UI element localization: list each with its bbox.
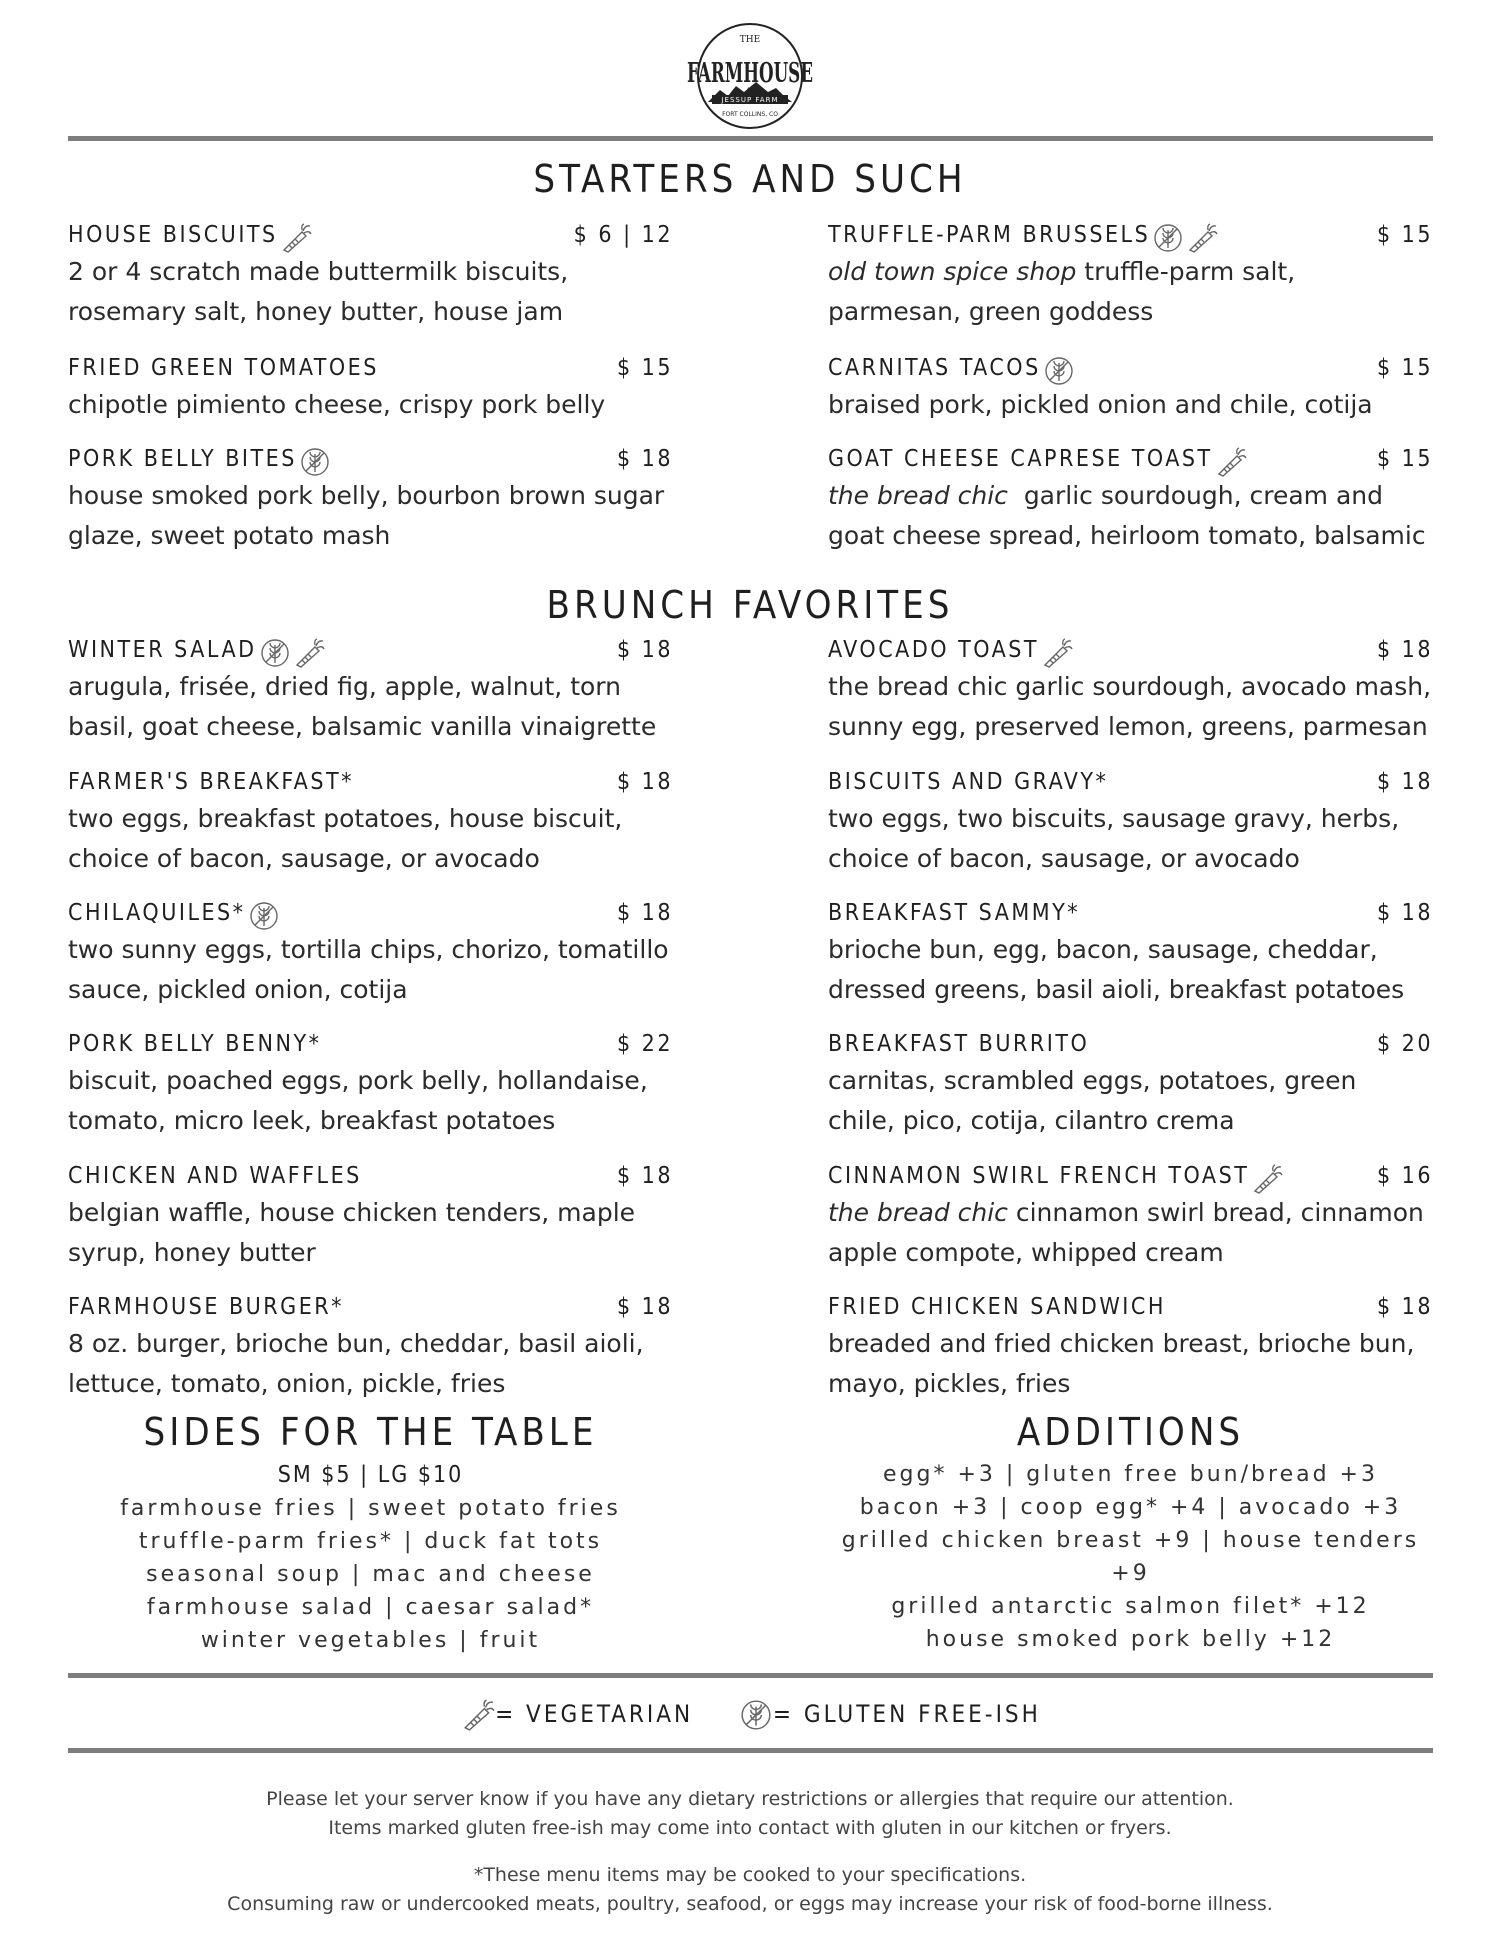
menu-item [828,1161,1433,1273]
menu-item-name: BREAKFAST SAMMY* [828,900,1081,926]
menu-item-description-line: arugula, frisée, dried fig, apple, walnut, torn [68,672,621,701]
menu-item-description-line: brioche bun, egg, bacon, sausage, cheddar, [828,935,1378,964]
menu-item-description [68,385,673,425]
menu-item-description-line: braised pork, pickled onion and chile, cotija [828,390,1373,419]
menu-item-price: $ 18 [616,1163,673,1189]
menu-item-description [68,1061,673,1141]
side-item-line: farmhouse fries | sweet potato fries [120,1496,621,1521]
menu-item-description-line: parmesan, green goddess [828,297,1154,326]
menu-item-name: BREAKFAST BURRITO [828,1031,1090,1057]
menu-item-description-line: two sunny eggs, tortilla chips, chorizo, tomatillo [68,935,669,964]
logo-city: FORT COLLINS, CO [722,111,778,118]
menu-item [68,353,673,425]
menu-item-price: $ 18 [1376,1294,1433,1320]
gluten-free-icon [1043,356,1075,386]
menu-item-description [68,930,673,1010]
menu-item-name: CHILAQUILES* [68,900,246,926]
menu-item-price: $ 18 [616,900,673,926]
menu-item [68,220,673,332]
menu-item-description [828,476,1433,556]
menu-item-italic-prefix: old town spice shop [828,257,1077,286]
menu-item-name: GOAT CHEESE CAPRESE TOAST [828,446,1213,472]
menu-item-price: $ 18 [1376,900,1433,926]
menu-item [828,898,1433,1010]
additions-title: ADDITIONS [1016,1410,1245,1454]
menu-item [828,767,1433,879]
menu-item-description-line: apple compote, whipped cream [828,1238,1224,1267]
menu-item-description-line: rosemary salt, honey butter, house jam [68,297,564,326]
menu-item-description-line: the bread chic garlic sourdough, avocado mash, [828,672,1432,701]
menu-item-name: PORK BELLY BITES [68,446,297,472]
menu-item-description [68,476,673,556]
menu-item-name: FRIED GREEN TOMATOES [68,355,379,381]
menu-item [68,1161,673,1273]
menu-item-description [828,667,1433,747]
menu-item-name: CARNITAS TACOS [828,355,1041,381]
menu-item-description [68,252,673,332]
gluten-free-icon [248,901,280,931]
menu-item-description-line: chile, pico, cotija, cilantro crema [828,1106,1235,1135]
menu-item [68,1292,673,1404]
side-item-line: farmhouse salad | caesar salad* [146,1595,595,1620]
menu-item-description [828,252,1433,332]
menu-item-name: PORK BELLY BENNY* [68,1031,322,1057]
side-item-line: winter vegetables | fruit [200,1628,541,1653]
menu-item [68,898,673,1010]
menu-item-price: $ 18 [616,769,673,795]
brunch-title: BRUNCH FAVORITES [546,583,954,627]
menu-item-description [68,667,673,747]
sides-section [68,1410,673,1657]
menu-item-description-line: carnitas, scrambled eggs, potatoes, green [828,1066,1357,1095]
menu-item-description [828,1193,1433,1273]
logo-sub: JESSUP FARM [721,96,779,104]
legend [0,1697,1500,1732]
menu-item-price: $ 18 [616,637,673,663]
menu-item-description [828,385,1433,425]
menu-item-description [68,1324,673,1404]
legend-vegetarian: = VEGETARIAN [495,1700,694,1728]
vegetarian-icon [1041,638,1073,668]
menu-item-italic-prefix: the bread chic [828,1198,1008,1227]
menu-item-description [828,1061,1433,1141]
menu-item-description-line: glaze, sweet potato mash [68,521,391,550]
menu-item-description-line: sunny egg, preserved lemon, greens, parmesan [828,712,1428,741]
vegetarian-icon [1186,223,1218,253]
gluten-free-icon [1152,223,1184,253]
menu-item-description-line: truffle-parm salt, [1076,257,1296,286]
menu-item-price: $ 20 [1376,1031,1433,1057]
menu-item-price: $ 15 [1376,222,1433,248]
menu-item-description-line: 8 oz. burger, brioche bun, cheddar, basil aioli, [68,1329,644,1358]
menu-item-price: $ 18 [616,1294,673,1320]
menu-item [828,635,1433,747]
vegetarian-icon [280,223,312,253]
menu-item-description-line: breaded and fried chicken breast, brioche bun, [828,1329,1415,1358]
addition-line: grilled chicken breast +9 | house tenders +9 [841,1528,1420,1586]
menu-item-price: $ 18 [1376,637,1433,663]
menu-item-description-line: lettuce, tomato, onion, pickle, fries [68,1369,506,1398]
menu-item-name: HOUSE BISCUITS [68,222,278,248]
menu-item-description [828,799,1433,879]
menu-item-description [68,1193,673,1273]
menu-item-name: FRIED CHICKEN SANDWICH [828,1294,1166,1320]
menu-item-price: $ 6 | 12 [573,222,673,248]
logo-main: FARMHOUSE [687,58,813,89]
addition-line: egg* +3 | gluten free bun/bread +3 [883,1462,1378,1487]
menu-item [828,220,1433,332]
menu-item-description-line: two eggs, breakfast potatoes, house biscuit, [68,804,623,833]
menu-item [828,1029,1433,1141]
menu-item-price: $ 15 [616,355,673,381]
legend-top-divider [68,1673,1433,1678]
additions-section [828,1410,1433,1656]
menu-item-description [68,799,673,879]
menu-item-description-line: garlic sourdough, cream and [1007,481,1383,510]
footer-note-3: *These menu items may be cooked to your specifications. [473,1864,1027,1886]
menu-item-italic-prefix: the bread chic [828,481,1008,510]
menu-item-name: BISCUITS AND GRAVY* [828,769,1109,795]
vegetarian-icon [293,638,325,668]
menu-item-description-line: basil, goat cheese, balsamic vanilla vinaigrette [68,712,657,741]
addition-line: grilled antarctic salmon filet* +12 [891,1594,1370,1619]
menu-item-price: $ 18 [1376,769,1433,795]
menu-item-description-line: house smoked pork belly, bourbon brown sugar [68,481,665,510]
menu-item [68,444,673,556]
legend-bottom-divider [68,1748,1433,1753]
menu-item-price: $ 16 [1376,1163,1433,1189]
footer-note-2: Items marked gluten free-ish may come into contact with gluten in our kitchen or fryers. [328,1817,1172,1839]
menu-item-description-line: two eggs, two biscuits, sausage gravy, herbs, [828,804,1400,833]
menu-item [828,1292,1433,1404]
menu-item [68,1029,673,1141]
menu-item-name: AVOCADO TOAST [828,637,1040,663]
side-item-line: seasonal soup | mac and cheese [146,1562,595,1587]
menu-item-price: $ 18 [616,446,673,472]
menu-item-description-line: tomato, micro leek, breakfast potatoes [68,1106,556,1135]
menu-item-description-line: choice of bacon, sausage, or avocado [828,844,1300,873]
gluten-free-icon [259,638,291,668]
addition-line: house smoked pork belly +12 [925,1627,1336,1652]
menu-item-name: CHICKEN AND WAFFLES [68,1163,362,1189]
sides-title: SIDES FOR THE TABLE [143,1410,598,1454]
gluten-free-icon [739,1698,773,1732]
menu-item [828,444,1433,556]
vegetarian-icon [461,1698,495,1732]
menu-item [68,767,673,879]
menu-item-description-line: biscuit, poached eggs, pork belly, hollandaise, [68,1066,648,1095]
menu-item-name: FARMER'S BREAKFAST* [68,769,354,795]
menu-item-name: WINTER SALAD [68,637,257,663]
menu-item-description-line: choice of bacon, sausage, or avocado [68,844,540,873]
menu-item-price: $ 22 [616,1031,673,1057]
menu-item [828,353,1433,425]
menu-item-description-line: mayo, pickles, fries [828,1369,1071,1398]
side-item-line: truffle-parm fries* | duck fat tots [138,1529,603,1554]
menu-item [68,635,673,747]
menu-item-price: $ 15 [1376,355,1433,381]
footer-note-4: Consuming raw or undercooked meats, poultry, seafood, or eggs may increase your risk of food-borne illness. [227,1893,1273,1915]
sides-sizes: SM $5 | LG $10 [277,1462,464,1488]
menu-item-name: TRUFFLE-PARM BRUSSELS [828,222,1151,248]
menu-item-description-line: dressed greens, basil aioli, breakfast potatoes [828,975,1405,1004]
gluten-free-icon [299,447,331,477]
footer-note-1: Please let your server know if you have any dietary restrictions or allergies that require our attention. [266,1788,1234,1810]
menu-item-description [828,930,1433,1010]
addition-line: bacon +3 | coop egg* +4 | avocado +3 [859,1495,1402,1520]
menu-item-description-line: syrup, honey butter [68,1238,316,1267]
logo-the: THE [739,35,761,45]
menu-item-description-line: chipotle pimiento cheese, crispy pork belly [68,390,606,419]
menu-item-name: CINNAMON SWIRL FRENCH TOAST [828,1163,1250,1189]
starters-title: STARTERS AND SUCH [533,157,967,201]
menu-item-description-line: sauce, pickled onion, cotija [68,975,408,1004]
menu-item-description-line: cinnamon swirl bread, cinnamon [1007,1198,1424,1227]
menu-item-description [828,1324,1433,1404]
menu-item-name: FARMHOUSE BURGER* [68,1294,345,1320]
vegetarian-icon [1215,447,1247,477]
farmhouse-logo [680,20,820,130]
vegetarian-icon [1251,1164,1283,1194]
legend-gluten-free: = GLUTEN FREE-ISH [772,1700,1041,1728]
menu-item-description-line: goat cheese spread, heirloom tomato, balsamic [828,521,1426,550]
menu-item-description-line: 2 or 4 scratch made buttermilk biscuits, [68,257,569,286]
top-divider [68,136,1433,141]
menu-item-description-line: belgian waffle, house chicken tenders, maple [68,1198,636,1227]
menu-item-price: $ 15 [1376,446,1433,472]
